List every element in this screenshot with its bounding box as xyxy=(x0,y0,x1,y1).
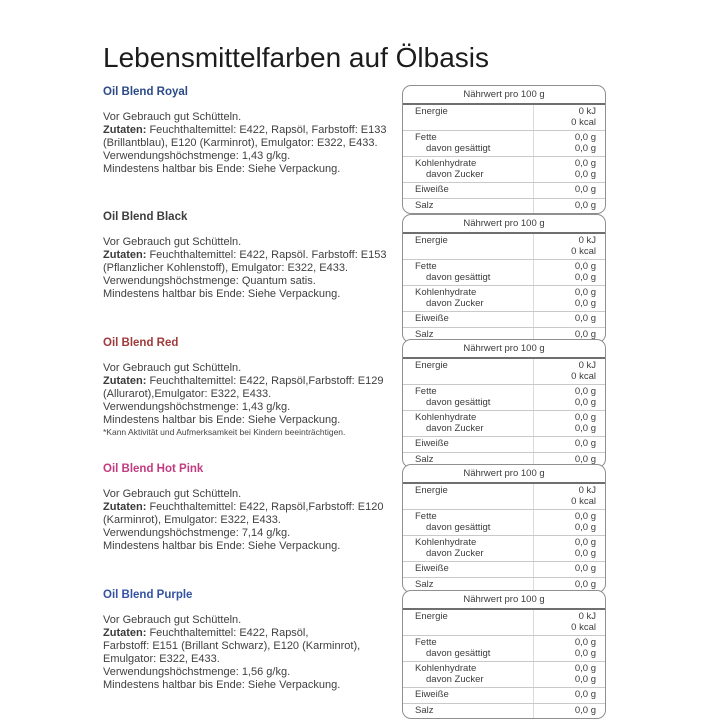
shelf-life-line: Mindestens haltbar bis Ende: Siehe Verpackung. xyxy=(103,414,341,426)
nutrition-value: 0,0 g xyxy=(574,647,596,659)
nutrition-row-energie xyxy=(403,484,605,509)
nutrition-value: 0,0 g xyxy=(574,297,596,309)
nutrition-label: Salz xyxy=(415,704,434,716)
nutrition-value: 0,0 g xyxy=(574,511,596,522)
nutrition-label: Energie xyxy=(415,485,448,496)
ingredients-label: Zutaten: xyxy=(103,124,147,136)
nutrition-sublabel: davon Zucker xyxy=(426,422,484,434)
nutrition-table-header: Nährwert pro 100 g xyxy=(403,465,605,484)
ingredients-line: (Allurarot),Emulgator: E322, E433. xyxy=(103,388,272,400)
nutrition-value: 0 kJ xyxy=(578,611,596,622)
nutrition-table xyxy=(402,464,606,593)
nutrition-value: 0,0 g xyxy=(574,158,596,169)
nutrition-label: Kohlenhydrate xyxy=(415,287,477,298)
section-oil-blend-royal xyxy=(103,86,403,176)
ingredients-label: Zutaten: xyxy=(103,627,147,639)
nutrition-table-header: Nährwert pro 100 g xyxy=(403,340,605,359)
nutrition-row-salz xyxy=(403,198,605,214)
nutrition-value: 0,0 g xyxy=(574,547,596,559)
nutrition-table xyxy=(402,590,606,719)
nutrition-row-eiweisse xyxy=(403,182,605,198)
nutrition-sublabel: davon Zucker xyxy=(426,547,484,559)
nutrition-label: Salz xyxy=(415,453,434,465)
ingredients-line: (Karminrot), Emulgator: E322, E433. xyxy=(103,514,281,526)
nutrition-row-fette xyxy=(403,259,605,285)
nutrition-value: 0,0 g xyxy=(574,142,596,154)
ingredients-line: Zutaten: Feuchthaltemittel: E422, Rapsöl, Farbstoff: E133 xyxy=(103,124,387,136)
nutrition-label: Energie xyxy=(415,611,448,622)
nutrition-label: Energie xyxy=(415,106,448,117)
nutrition-value: 0,0 g xyxy=(574,521,596,533)
nutrition-value: 0,0 g xyxy=(574,422,596,434)
nutrition-table-header: Nährwert pro 100 g xyxy=(403,86,605,105)
nutrition-value: 0,0 g xyxy=(574,537,596,548)
usage-line: Verwendungshöchstmenge: 1,43 g/kg. xyxy=(103,401,291,413)
nutrition-table xyxy=(402,339,606,468)
shelf-life-line: Mindestens haltbar bis Ende: Siehe Verpackung. xyxy=(103,163,341,175)
section-heading: Oil Blend Hot Pink xyxy=(103,463,204,475)
section-oil-blend-black xyxy=(103,211,403,301)
nutrition-label: Eiweiße xyxy=(415,313,449,324)
section-heading: Oil Blend Red xyxy=(103,337,179,349)
usage-line: Verwendungshöchstmenge: 7,14 g/kg. xyxy=(103,527,291,539)
nutrition-label: Energie xyxy=(415,360,448,371)
nutrition-sublabel: davon Zucker xyxy=(426,297,484,309)
nutrition-label: Eiweiße xyxy=(415,689,449,700)
nutrition-row-fette xyxy=(403,384,605,410)
nutrition-value: 0,0 g xyxy=(574,168,596,180)
nutrition-label: Eiweiße xyxy=(415,563,449,574)
ingredients-line: Zutaten: Feuchthaltemittel: E422, Rapsöl, xyxy=(103,627,309,639)
nutrition-value: 0,0 g xyxy=(574,261,596,272)
shelf-life-line: Mindestens haltbar bis Ende: Siehe Verpackung. xyxy=(103,679,341,691)
nutrition-row-salz xyxy=(403,703,605,719)
nutrition-label: Eiweiße xyxy=(415,438,449,449)
nutrition-value: 0,0 g xyxy=(574,386,596,397)
nutrition-row-kohlenhydrate xyxy=(403,285,605,311)
ingredients-label: Zutaten: xyxy=(103,249,147,261)
nutrition-sublabel: davon gesättigt xyxy=(426,396,491,408)
nutrition-value: 0 kcal xyxy=(571,370,596,382)
ingredients-line: Zutaten: Feuchthaltemittel: E422, Rapsöl,Farbstoff: E120 xyxy=(103,501,384,513)
ingredients-label: Zutaten: xyxy=(103,501,147,513)
usage-line: Verwendungshöchstmenge: 1,56 g/kg. xyxy=(103,666,291,678)
nutrition-sublabel: davon gesättigt xyxy=(426,271,491,283)
nutrition-row-eiweisse xyxy=(403,561,605,577)
nutrition-value: 0,0 g xyxy=(574,412,596,423)
shake-instruction: Vor Gebrauch gut Schütteln. xyxy=(103,488,242,500)
nutrition-label: Eiweiße xyxy=(415,184,449,195)
nutrition-row-kohlenhydrate xyxy=(403,661,605,687)
nutrition-value: 0,0 g xyxy=(574,637,596,648)
nutrition-table-header: Nährwert pro 100 g xyxy=(403,215,605,234)
nutrition-sublabel: davon gesättigt xyxy=(426,142,491,154)
nutrition-row-kohlenhydrate xyxy=(403,410,605,436)
nutrition-sublabel: davon gesättigt xyxy=(426,647,491,659)
nutrition-value: 0 kcal xyxy=(571,245,596,257)
ingredients-line: Emulgator: E322, E433. xyxy=(103,653,220,665)
nutrition-value: 0 kJ xyxy=(578,485,596,496)
shake-instruction: Vor Gebrauch gut Schütteln. xyxy=(103,236,242,248)
nutrition-value: 0,0 g xyxy=(574,453,596,465)
nutrition-value: 0,0 g xyxy=(574,704,596,716)
shake-instruction: Vor Gebrauch gut Schütteln. xyxy=(103,362,242,374)
section-oil-blend-purple xyxy=(103,589,403,692)
nutrition-value: 0,0 g xyxy=(574,438,596,449)
section-heading: Oil Blend Purple xyxy=(103,589,193,601)
nutrition-label: Fette xyxy=(415,132,437,143)
nutrition-label: Salz xyxy=(415,578,434,590)
shake-instruction: Vor Gebrauch gut Schütteln. xyxy=(103,111,242,123)
ingredients-line: Zutaten: Feuchthaltemittel: E422, Rapsöl. Farbstoff: E153 xyxy=(103,249,387,261)
nutrition-row-eiweisse xyxy=(403,436,605,452)
nutrition-value: 0,0 g xyxy=(574,271,596,283)
nutrition-sublabel: davon Zucker xyxy=(426,673,484,685)
nutrition-value: 0,0 g xyxy=(574,578,596,590)
nutrition-label: Kohlenhydrate xyxy=(415,412,477,423)
nutrition-value: 0,0 g xyxy=(574,328,596,340)
nutrition-label: Salz xyxy=(415,199,434,211)
ingredients-line: (Brillantblau), E120 (Karminrot), Emulgator: E322, E433. xyxy=(103,137,378,149)
nutrition-table-header: Nährwert pro 100 g xyxy=(403,591,605,610)
nutrition-value: 0,0 g xyxy=(574,396,596,408)
nutrition-value: 0 kcal xyxy=(571,116,596,128)
page-title: Lebensmittelfarben auf Ölbasis xyxy=(103,42,489,73)
shelf-life-line: Mindestens haltbar bis Ende: Siehe Verpackung. xyxy=(103,540,341,552)
nutrition-row-eiweisse xyxy=(403,311,605,327)
nutrition-row-energie xyxy=(403,105,605,130)
nutrition-row-energie xyxy=(403,359,605,384)
nutrition-value: 0,0 g xyxy=(574,563,596,574)
nutrition-value: 0,0 g xyxy=(574,689,596,700)
nutrition-label: Kohlenhydrate xyxy=(415,158,477,169)
ingredients-label: Zutaten: xyxy=(103,375,147,387)
nutrition-value: 0,0 g xyxy=(574,132,596,143)
section-oil-blend-hot-pink xyxy=(103,463,403,553)
nutrition-row-fette xyxy=(403,509,605,535)
nutrition-row-eiweisse xyxy=(403,687,605,703)
shelf-life-line: Mindestens haltbar bis Ende: Siehe Verpackung. xyxy=(103,288,341,300)
nutrition-label: Salz xyxy=(415,328,434,340)
nutrition-value: 0 kJ xyxy=(578,235,596,246)
allergy-footnote: *Kann Aktivität und Aufmerksamkeit bei Kindern beeinträchtigen. xyxy=(103,427,346,437)
nutrition-value: 0 kcal xyxy=(571,495,596,507)
nutrition-row-fette xyxy=(403,130,605,156)
nutrition-value: 0,0 g xyxy=(574,287,596,298)
section-heading: Oil Blend Royal xyxy=(103,86,188,98)
nutrition-table xyxy=(402,214,606,343)
usage-line: Verwendungshöchstmenge: Quantum satis. xyxy=(103,275,316,287)
nutrition-value: 0,0 g xyxy=(574,313,596,324)
nutrition-sublabel: davon Zucker xyxy=(426,168,484,180)
shake-instruction: Vor Gebrauch gut Schütteln. xyxy=(103,614,242,626)
nutrition-sublabel: davon gesättigt xyxy=(426,521,491,533)
nutrition-value: 0,0 g xyxy=(574,663,596,674)
nutrition-value: 0,0 g xyxy=(574,673,596,685)
section-heading: Oil Blend Black xyxy=(103,211,188,223)
section-oil-blend-red xyxy=(103,337,403,438)
nutrition-row-energie xyxy=(403,610,605,635)
ingredients-line: (Pflanzlicher Kohlenstoff), Emulgator: E322, E433. xyxy=(103,262,348,274)
nutrition-row-kohlenhydrate xyxy=(403,535,605,561)
nutrition-label: Energie xyxy=(415,235,448,246)
nutrition-value: 0,0 g xyxy=(574,199,596,211)
nutrition-value: 0,0 g xyxy=(574,184,596,195)
nutrition-label: Fette xyxy=(415,511,437,522)
ingredients-line: Farbstoff: E151 (Brillant Schwarz), E120 (Karminrot), xyxy=(103,640,361,652)
nutrition-table xyxy=(402,85,606,214)
nutrition-row-fette xyxy=(403,635,605,661)
nutrition-label: Fette xyxy=(415,261,437,272)
ingredients-line: Zutaten: Feuchthaltemittel: E422, Rapsöl,Farbstoff: E129 xyxy=(103,375,384,387)
nutrition-value: 0 kcal xyxy=(571,621,596,633)
nutrition-label: Kohlenhydrate xyxy=(415,663,477,674)
usage-line: Verwendungshöchstmenge: 1,43 g/kg. xyxy=(103,150,291,162)
nutrition-label: Fette xyxy=(415,386,437,397)
nutrition-row-kohlenhydrate xyxy=(403,156,605,182)
nutrition-row-energie xyxy=(403,234,605,259)
nutrition-label: Kohlenhydrate xyxy=(415,537,477,548)
nutrition-value: 0 kJ xyxy=(578,360,596,371)
nutrition-label: Fette xyxy=(415,637,437,648)
nutrition-value: 0 kJ xyxy=(578,106,596,117)
